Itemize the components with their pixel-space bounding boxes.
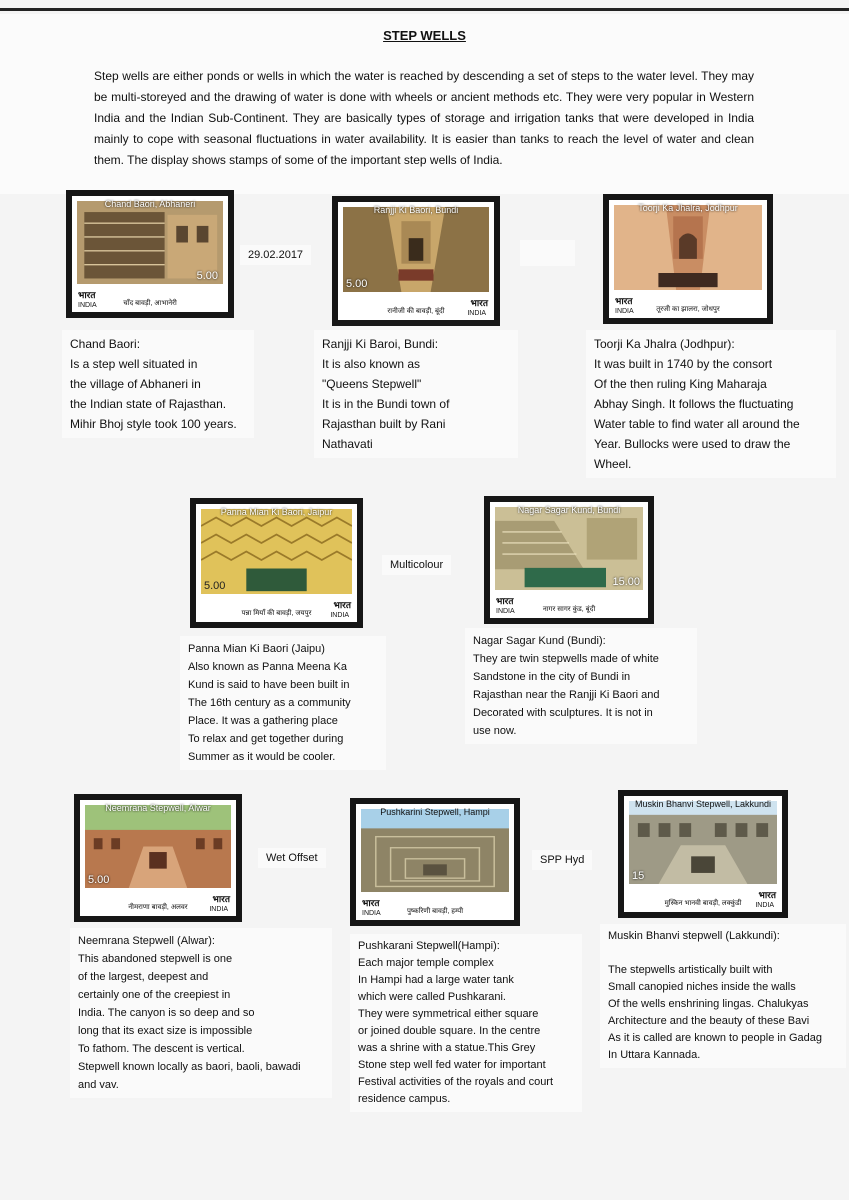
note-panna-mian-ki-baori: Panna Mian Ki Baori (Jaipu) Also known as Panna Meena Ka Kund is said to have been built in The 16th century as a community Place. It was a gathering place To relax and get together during Summer as it would be cooler. (180, 636, 386, 770)
stamp-ranjji-ki-baori (332, 196, 500, 326)
stamp-bharat: भारत (615, 296, 633, 306)
stamp-value: 5.00 (88, 874, 110, 886)
stamp-value: 15.00 (612, 576, 640, 588)
stamp-value: 5.00 (346, 278, 368, 290)
stepwell-illustration (361, 809, 509, 892)
stamp-chand-baori (66, 190, 234, 318)
stamp-value: 5.00 (204, 580, 226, 592)
stamp-india: INDIA (78, 302, 97, 309)
note-muskin-bhanvi-stepwell: Muskin Bhanvi stepwell (Lakkundi): The stepwells artistically built with Small canopied niches inside the walls Of the wells enshrining lingas. Chalukyas Architecture and the beauty of these Bavi As it is called are known to people in Gadag In Uttara Kannada. (600, 924, 846, 1068)
page-title: STEP WELLS (383, 28, 466, 43)
note-nagar-sagar-kund: Nagar Sagar Kund (Bundi): They are twin stepwells made of white Sandstone in the city of Bundi in Rajasthan near the Ranjji Ki Baori and Decorated with sculptures. It is not in use now. (465, 628, 697, 744)
stamp-caption: Pushkarini Stepwell, Hampi (380, 807, 490, 817)
stamp-panna-mian-ki-baori (190, 498, 363, 628)
stamp-india: INDIA (330, 612, 349, 619)
note-neemrana-stepwell: Neemrana Stepwell (Alwar): This abandoned stepwell is one of the largest, deepest and certainly one of the creepiest in India. The canyon is so deep and so long that its exact size is impossible To fathom. The descent is vertical. Stepwell known locally as baori, baoli, bawadi and vav. (70, 928, 332, 1098)
stamp-india: INDIA (755, 902, 774, 909)
stamp-caption: Nagar Sagar Kund, Bundi (517, 505, 621, 515)
stamp-india: INDIA (496, 608, 515, 615)
top-border-line (0, 8, 849, 11)
colour-tag: Multicolour (382, 555, 451, 575)
printing-tag: Wet Offset (258, 848, 326, 868)
note-ranjji-ki-baori: Ranjji Ki Baroi, Bundi: It is also known as "Queens Stepwell" It is in the Bundi town of Rajasthan built by Rani Nathavati (314, 330, 518, 458)
stamp-bharat: भारत (758, 890, 776, 900)
stamp-hindi-caption: मुस्किन भानवी बावड़ी, लक्कुंडी (664, 900, 742, 907)
stamp-caption: Neemrana Stepwell, Alwar (105, 803, 211, 813)
stepwell-illustration (629, 801, 777, 884)
stamp-hindi-caption: नीमराणा बावड़ी, अलवर (128, 904, 188, 911)
blank-tag (520, 240, 575, 266)
note-chand-baori: Chand Baori: Is a step well situated in the village of Abhaneri in the Indian state of Rajasthan. Mihir Bhoj style took 100 years. (62, 330, 254, 438)
stamp-neemrana-stepwell (74, 794, 242, 922)
stamp-bharat: भारत (333, 600, 351, 610)
stamp-bharat: भारत (212, 894, 230, 904)
issue-date-tag: 29.02.2017 (240, 245, 311, 265)
stamp-hindi-caption: तूरजी का झालरा, जोधपुर (656, 306, 720, 313)
stamp-value: 15 (632, 870, 645, 882)
stamp-bharat: भारत (78, 290, 96, 300)
stamp-bharat: भारत (496, 596, 514, 606)
stamp-india: INDIA (615, 308, 634, 315)
intro-paragraph: Step wells are either ponds or wells in which the water is reached by descending a set of steps to the water level. They may be multi-storeyed and the drawing of water is done with wheels or ancient methods etc. They were very popular in Western India and the Indian Sub-Continent. They are basically types of storage and irrigation tanks that were developed in India mainly to cope with seasonal fluctuations in water availability. It is easier than tanks to reach the level of water and clean them. The display shows stamps of some of the important step wells of India. (94, 69, 754, 167)
stamp-nagar-sagar-kund (484, 496, 654, 624)
stamp-india: INDIA (467, 310, 486, 317)
stamp-india: INDIA (362, 910, 381, 917)
stamp-caption: Ranjji Ki Baori, Bundi (373, 205, 459, 215)
stamp-hindi-caption: चाँद बावड़ी, आभानेरी (123, 300, 177, 307)
printer-tag: SPP Hyd (532, 850, 592, 870)
stamp-caption: Muskin Bhanvi Stepwell, Lakkundi (634, 799, 772, 809)
stamp-hindi-caption: नागर सागर कुंड, बूंदी (542, 606, 596, 613)
stamp-pushkarini-stepwell (350, 798, 520, 926)
stamp-india: INDIA (209, 906, 228, 913)
stamp-toorji-ka-jhalra (603, 194, 773, 324)
note-pushkarani-stepwell: Pushkarani Stepwell(Hampi): Each major temple complex In Hampi had a large water tank which were called Pushkarani. They were symmetrical either square or joined double square. In the centre was a shrine with a statue.This Grey Stone step well fed water for important Festival activities of the royals and court residence campus. (350, 934, 582, 1112)
stamp-hindi-caption: पुष्करिणी बावड़ी, हम्पी (406, 908, 464, 915)
stamp-hindi-caption: पन्ना मियाँ की बावड़ी, जयपुर (241, 610, 312, 617)
stepwell-illustration (614, 205, 762, 290)
note-toorji-ka-jhalra: Toorji Ka Jhalra (Jodhpur): It was built in 1740 by the consort Of the then ruling King Maharaja Abhay Singh. It follows the fluctuating Water table to find water all around the Year. Bullocks were used to draw the Wheel. (586, 330, 836, 478)
stamp-bharat: भारत (470, 298, 488, 308)
stamp-caption: Toorji Ka Jhalra, Jodhpur (638, 203, 738, 213)
stamp-bharat: भारत (362, 898, 380, 908)
stamp-caption: Chand Baori, Abhaneri (104, 199, 196, 209)
stamp-value: 5.00 (196, 270, 218, 282)
stamp-muskin-bhanvi-stepwell (618, 790, 788, 918)
stamp-hindi-caption: रानीजी की बावड़ी, बूंदी (387, 308, 445, 315)
stamp-caption: Panna Mian Ki Baori, Jaipur (220, 507, 333, 517)
